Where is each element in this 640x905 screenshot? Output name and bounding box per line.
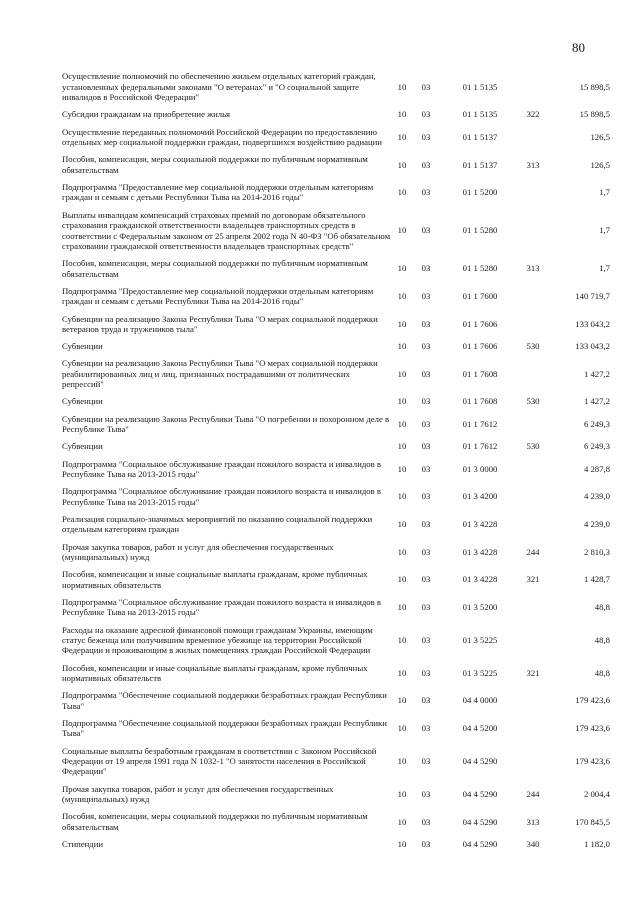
row-amount: 15 898,5 xyxy=(579,109,610,120)
row-expense-type-code xyxy=(520,282,546,310)
row-target-article-code: 01 1 7606 xyxy=(462,341,498,352)
row-subsection-code: 03 xyxy=(421,159,431,170)
row-name: Прочая закупка товаров, работ и услуг для обеспечения государственных (муниципальных) нужд xyxy=(62,541,334,562)
row-section-code: 10 xyxy=(397,463,407,474)
table-row xyxy=(62,538,610,566)
row-subsection-code: 03 xyxy=(421,723,431,734)
row-amount: 2 004,4 xyxy=(583,788,610,799)
row-subsection-code: 03 xyxy=(421,463,431,474)
row-target-article-code: 01 3 5225 xyxy=(462,667,498,678)
row-name: Расходы на оказание адресной финансовой помощи гражданам Украины, имеющим статус беженца или получившим временное убежище на территории Российской Федерации и проживающим в жилых помещениях граждан Российской Федерации xyxy=(62,624,373,656)
row-name: Пособия, компенсации, меры социальной поддержки по публичным нормативным обязательствам xyxy=(62,154,368,175)
row-section-code: 10 xyxy=(397,634,407,645)
row-section-code: 10 xyxy=(397,396,407,407)
row-target-article-code: 04 4 0000 xyxy=(462,695,498,706)
row-section-code: 10 xyxy=(397,838,407,849)
row-target-article-code: 01 1 7612 xyxy=(462,418,498,429)
row-subsection-code: 03 xyxy=(421,81,431,92)
row-expense-type-code: 322 xyxy=(526,109,540,120)
row-amount: 1 427,2 xyxy=(583,396,610,407)
row-expense-type-code xyxy=(520,455,546,483)
row-target-article-code: 01 1 5135 xyxy=(462,81,498,92)
row-target-article-code: 04 4 5290 xyxy=(462,788,498,799)
table-row xyxy=(62,780,610,808)
row-expense-type-code xyxy=(520,310,546,338)
row-section-code: 10 xyxy=(397,341,407,352)
table-row xyxy=(62,123,610,151)
row-target-article-code: 04 4 5290 xyxy=(462,838,498,849)
row-amount: 6 249,3 xyxy=(583,418,610,429)
row-section-code: 10 xyxy=(397,291,407,302)
row-expense-type-code xyxy=(520,593,546,621)
row-subsection-code: 03 xyxy=(421,816,431,827)
row-expense-type-code: 244 xyxy=(526,546,540,557)
row-amount: 126,5 xyxy=(590,131,610,142)
table-row xyxy=(62,282,610,310)
row-target-article-code: 01 3 5200 xyxy=(462,602,498,613)
row-expense-type-code: 340 xyxy=(526,838,540,849)
table-row xyxy=(62,621,610,659)
row-expense-type-code xyxy=(520,715,546,743)
budget-table xyxy=(62,68,610,853)
row-expense-type-code xyxy=(520,511,546,539)
row-amount: 6 249,3 xyxy=(583,441,610,452)
table-row xyxy=(62,742,610,780)
row-amount: 1 182,0 xyxy=(583,838,610,849)
row-expense-type-code xyxy=(520,123,546,151)
row-expense-type-code: 244 xyxy=(526,788,540,799)
table-row xyxy=(62,410,610,438)
row-expense-type-code xyxy=(520,687,546,715)
row-name: Реализация социально-значимых мероприятий по оказанию социальной поддержки отдельным категориям граждан xyxy=(62,513,373,535)
row-name: Субвенции на реализацию Закона Республики Тыва "О мерах социальной поддержки ветеранов труда и тружеников тыла" xyxy=(62,313,378,334)
row-expense-type-code xyxy=(520,206,546,255)
row-subsection-code: 03 xyxy=(421,756,431,767)
table-row xyxy=(62,836,610,853)
table-row xyxy=(62,255,610,283)
table-row xyxy=(62,659,610,687)
row-section-code: 10 xyxy=(397,263,407,274)
row-subsection-code: 03 xyxy=(421,225,431,236)
row-subsection-code: 03 xyxy=(421,788,431,799)
row-amount: 2 810,3 xyxy=(583,546,610,557)
row-subsection-code: 03 xyxy=(421,318,431,329)
row-amount: 179 423,6 xyxy=(575,695,610,706)
row-section-code: 10 xyxy=(397,491,407,502)
row-expense-type-code: 321 xyxy=(526,667,540,678)
row-amount: 48,8 xyxy=(594,634,610,645)
row-target-article-code: 01 1 7608 xyxy=(462,368,498,379)
row-section-code: 10 xyxy=(397,519,407,530)
row-target-article-code: 04 4 5200 xyxy=(462,723,498,734)
row-name: Подпрограмма "Социальное обслуживание граждан пожилого возраста и инвалидов в Республике Тыва на 2013-2015 годы" xyxy=(62,458,381,480)
row-subsection-code: 03 xyxy=(421,491,431,502)
row-amount: 170 845,5 xyxy=(575,816,610,827)
row-expense-type-code xyxy=(520,483,546,511)
row-name: Осуществление переданных полномочий Российской Федерации по предоставлению отдельных мер социальной поддержки граждан, подвергшихся воздействию радиации xyxy=(62,126,382,148)
table-row xyxy=(62,68,610,106)
row-expense-type-code: 313 xyxy=(526,159,540,170)
row-name: Подпрограмма "Социальное обслуживание граждан пожилого возраста и инвалидов в Республике Тыва на 2013-2015 годы" xyxy=(62,486,381,507)
row-target-article-code: 01 1 5137 xyxy=(462,131,498,142)
row-amount: 133 043,2 xyxy=(575,318,610,329)
table-row xyxy=(62,715,610,743)
row-expense-type-code xyxy=(520,355,546,393)
row-target-article-code: 01 1 5280 xyxy=(462,263,498,274)
row-target-article-code: 01 1 5280 xyxy=(462,225,498,236)
table-row xyxy=(62,206,610,255)
row-name: Выплаты инвалидам компенсаций страховых премий по договорам обязательного страхования гражданской ответственности владельцев транспортных средств в соответствии с Федеральным законом от 25 апреля 2002 года N 40-ФЗ "Об обязательном страховании гражданской ответственности владельцев транспортных средств" xyxy=(62,209,391,251)
row-amount: 179 423,6 xyxy=(575,723,610,734)
row-expense-type-code xyxy=(520,410,546,438)
row-name: Субвенции xyxy=(62,396,103,407)
row-amount: 4 287,8 xyxy=(583,463,610,474)
row-target-article-code: 01 3 5225 xyxy=(462,634,498,645)
row-name: Субвенции xyxy=(62,441,103,452)
table-row xyxy=(62,179,610,207)
row-name: Субвенции на реализацию Закона Республики Тыва "О погребении и похоронном деле в Республике Тыва" xyxy=(62,413,390,435)
table-row xyxy=(62,310,610,338)
row-subsection-code: 03 xyxy=(421,574,431,585)
row-section-code: 10 xyxy=(397,756,407,767)
row-section-code: 10 xyxy=(397,368,407,379)
row-name: Социальные выплаты безработным гражданам в соответствии с Законом Российской Федерации от 19 апреля 1991 года N 1032-1 "О занятости населения в Российской Федерации" xyxy=(62,745,377,777)
row-subsection-code: 03 xyxy=(421,634,431,645)
row-subsection-code: 03 xyxy=(421,291,431,302)
row-target-article-code: 01 1 7600 xyxy=(462,291,498,302)
row-target-article-code: 01 3 4228 xyxy=(462,546,498,557)
row-name: Стипендии xyxy=(62,838,103,849)
row-section-code: 10 xyxy=(397,667,407,678)
row-name: Субсидии гражданам на приобретение жилья xyxy=(62,109,231,120)
row-subsection-code: 03 xyxy=(421,602,431,613)
row-expense-type-code: 321 xyxy=(526,574,540,585)
row-subsection-code: 03 xyxy=(421,546,431,557)
row-name: Подпрограмма "Обеспечение социальной поддержки безработных граждан Республики Тыва" xyxy=(62,717,387,739)
row-amount: 48,8 xyxy=(594,667,610,678)
row-target-article-code: 01 3 4200 xyxy=(462,491,498,502)
row-amount: 48,8 xyxy=(594,602,610,613)
row-amount: 126,5 xyxy=(590,159,610,170)
row-target-article-code: 01 1 7612 xyxy=(462,441,498,452)
row-target-article-code: 01 3 0000 xyxy=(462,463,498,474)
row-target-article-code: 01 1 7608 xyxy=(462,396,498,407)
row-subsection-code: 03 xyxy=(421,667,431,678)
row-amount: 1,7 xyxy=(599,187,610,198)
row-name: Пособия, компенсации, меры социальной поддержки по публичным нормативным обязательствам xyxy=(62,811,368,832)
row-section-code: 10 xyxy=(397,159,407,170)
table-row xyxy=(62,106,610,123)
row-subsection-code: 03 xyxy=(421,418,431,429)
row-subsection-code: 03 xyxy=(421,695,431,706)
row-name: Осуществление полномочий по обеспечению жильем отдельных категорий граждан, установленных федеральными законами "О ветеранах" и "О социальной защите инвалидов в Российской Федерации" xyxy=(62,71,376,103)
table-row xyxy=(62,566,610,594)
row-amount: 1,7 xyxy=(599,225,610,236)
row-name: Подпрограмма "Предоставление мер социальной поддержки отдельным категориям граждан и семьям с детьми Республики Тыва на 2014-2016 годы" xyxy=(62,285,374,307)
row-name: Прочая закупка товаров, работ и услуг для обеспечения государственных (муниципальных) нужд xyxy=(62,783,334,805)
row-expense-type-code xyxy=(520,68,546,106)
row-amount: 1,7 xyxy=(599,263,610,274)
row-section-code: 10 xyxy=(397,546,407,557)
row-subsection-code: 03 xyxy=(421,109,431,120)
row-section-code: 10 xyxy=(397,318,407,329)
row-subsection-code: 03 xyxy=(421,838,431,849)
row-name: Субвенции на реализацию Закона Республики Тыва "О мерах социальной поддержки реабилитированных лиц и лиц, признанных пострадавшими от политических репрессий" xyxy=(62,358,378,390)
row-amount: 133 043,2 xyxy=(575,341,610,352)
row-subsection-code: 03 xyxy=(421,131,431,142)
table-row xyxy=(62,455,610,483)
row-section-code: 10 xyxy=(397,723,407,734)
row-name: Подпрограмма "Обеспечение социальной поддержки безработных граждан Республики Тыва" xyxy=(62,690,387,711)
table-row xyxy=(62,808,610,836)
row-expense-type-code xyxy=(520,621,546,659)
budget-table-body xyxy=(62,68,610,853)
row-amount: 1 427,2 xyxy=(583,368,610,379)
row-amount: 140 719,7 xyxy=(575,291,610,302)
row-amount: 15 898,5 xyxy=(579,81,610,92)
row-expense-type-code xyxy=(520,742,546,780)
table-row xyxy=(62,511,610,539)
row-name: Пособия, компенсации, меры социальной поддержки по публичным нормативным обязательствам xyxy=(62,258,368,279)
row-name: Подпрограмма "Социальное обслуживание граждан пожилого возраста и инвалидов в Республике Тыва на 2013-2015 годы" xyxy=(62,596,381,618)
table-row xyxy=(62,687,610,715)
table-row xyxy=(62,151,610,179)
row-expense-type-code: 313 xyxy=(526,816,540,827)
row-section-code: 10 xyxy=(397,695,407,706)
row-section-code: 10 xyxy=(397,788,407,799)
table-row xyxy=(62,393,610,410)
table-row xyxy=(62,483,610,511)
row-name: Субвенции xyxy=(62,341,103,352)
row-section-code: 10 xyxy=(397,418,407,429)
row-target-article-code: 01 1 5200 xyxy=(462,187,498,198)
row-section-code: 10 xyxy=(397,602,407,613)
row-expense-type-code: 530 xyxy=(526,341,540,352)
row-section-code: 10 xyxy=(397,816,407,827)
row-name: Пособия, компенсации и иные социальные выплаты гражданам, кроме публичных нормативных обязательств xyxy=(62,569,368,590)
row-subsection-code: 03 xyxy=(421,263,431,274)
row-subsection-code: 03 xyxy=(421,341,431,352)
row-section-code: 10 xyxy=(397,441,407,452)
row-subsection-code: 03 xyxy=(421,396,431,407)
row-target-article-code: 01 1 7606 xyxy=(462,318,498,329)
row-subsection-code: 03 xyxy=(421,368,431,379)
table-row xyxy=(62,438,610,455)
row-target-article-code: 04 4 5290 xyxy=(462,756,498,767)
row-subsection-code: 03 xyxy=(421,519,431,530)
row-name: Пособия, компенсации и иные социальные выплаты гражданам, кроме публичных нормативных обязательств xyxy=(62,662,368,684)
row-section-code: 10 xyxy=(397,109,407,120)
row-expense-type-code: 530 xyxy=(526,396,540,407)
row-expense-type-code: 313 xyxy=(526,263,540,274)
row-name: Подпрограмма "Предоставление мер социальной поддержки отдельным категориям граждан и семьям с детьми Республики Тыва на 2014-2016 годы" xyxy=(62,182,374,203)
table-row xyxy=(62,593,610,621)
row-section-code: 10 xyxy=(397,131,407,142)
row-amount: 4 239,0 xyxy=(583,491,610,502)
table-row xyxy=(62,355,610,393)
row-subsection-code: 03 xyxy=(421,187,431,198)
row-amount: 179 423,6 xyxy=(575,756,610,767)
row-amount: 1 428,7 xyxy=(583,574,610,585)
row-section-code: 10 xyxy=(397,187,407,198)
row-section-code: 10 xyxy=(397,574,407,585)
row-expense-type-code xyxy=(520,179,546,207)
row-target-article-code: 01 1 5137 xyxy=(462,159,498,170)
row-amount: 4 239,0 xyxy=(583,519,610,530)
table-row xyxy=(62,338,610,355)
page-number: 80 xyxy=(572,40,585,55)
row-section-code: 10 xyxy=(397,81,407,92)
row-target-article-code: 01 3 4228 xyxy=(462,519,498,530)
row-target-article-code: 04 4 5290 xyxy=(462,816,498,827)
row-expense-type-code: 530 xyxy=(526,441,540,452)
row-target-article-code: 01 1 5135 xyxy=(462,109,498,120)
row-section-code: 10 xyxy=(397,225,407,236)
row-subsection-code: 03 xyxy=(421,441,431,452)
row-target-article-code: 01 3 4228 xyxy=(462,574,498,585)
